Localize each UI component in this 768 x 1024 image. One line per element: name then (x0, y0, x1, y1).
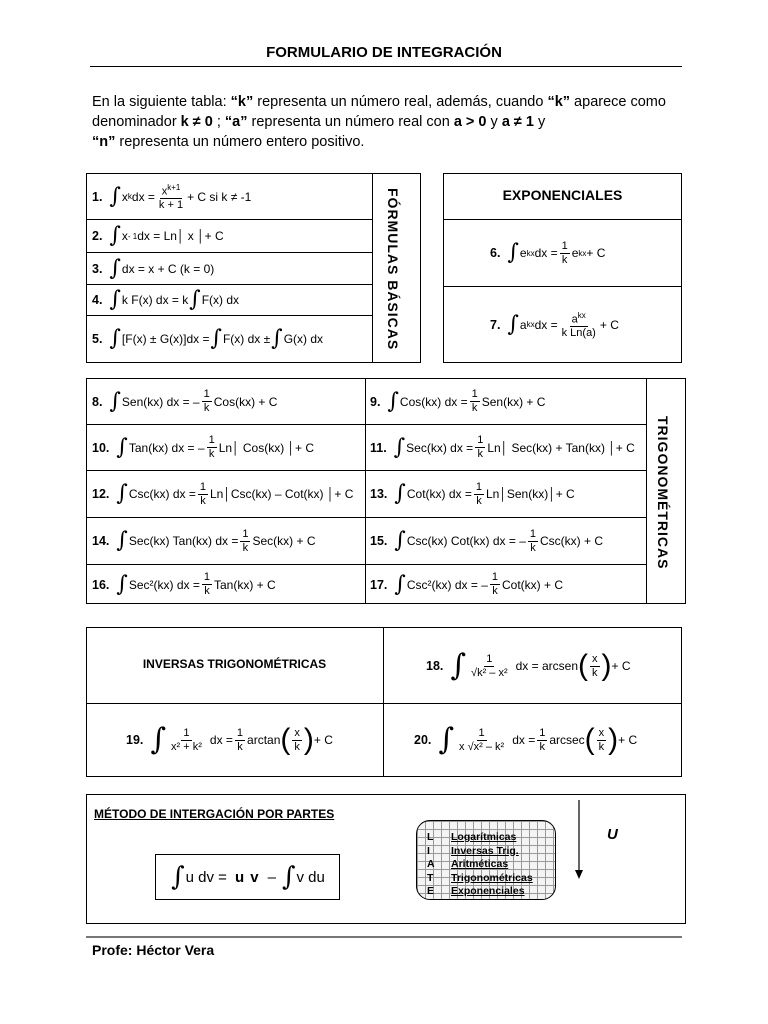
integral-sign: ∫ (394, 528, 406, 553)
denominator: k (561, 253, 568, 266)
integral-sign: ∫ (394, 481, 406, 506)
inversas-label: INVERSAS TRIGONOMÉTRICAS (142, 657, 327, 671)
fraction (157, 181, 185, 213)
formula-number: 2. (92, 229, 103, 243)
denominator: k (204, 585, 210, 597)
formula-part: Csc²(kx) dx = – (406, 577, 488, 592)
fraction (207, 434, 217, 461)
intro-text: representa un número real, además, cuando (253, 94, 548, 110)
fraction (169, 727, 204, 754)
integral-sign: ∫ (150, 722, 167, 757)
fraction (292, 727, 302, 754)
formula-number: 8. (92, 394, 103, 409)
numerator: 1 (491, 571, 498, 583)
formula-part: dx = (512, 733, 536, 747)
formula-part: G(x) dx (283, 332, 324, 346)
fraction (198, 481, 208, 508)
formula-part: dx = (534, 317, 558, 332)
formula-20 (414, 706, 637, 774)
intro-text: representa un número real con (247, 114, 454, 130)
numerator: 1 (561, 239, 568, 252)
liate-word: Exponenciales (451, 885, 525, 897)
intro-k-condition: k ≠ 0 (180, 114, 213, 130)
paren-left: ( (280, 723, 291, 756)
integral-sign: ∫ (271, 326, 283, 351)
formula-part: + C (618, 733, 638, 747)
integral-sign: ∫ (109, 326, 121, 351)
liate-letter: A (427, 858, 435, 870)
formula-part: e (519, 246, 527, 260)
numerator: x (294, 726, 300, 739)
formula-number: 4. (92, 293, 103, 307)
formula-2 (92, 220, 224, 252)
formula-part: F(x) dx (201, 293, 240, 307)
formula-6 (490, 220, 605, 286)
formula-part: Tan(kx) dx = – (128, 440, 205, 455)
formula-part: Cos(kx) + C (213, 394, 278, 409)
integral-sign: ∫ (189, 287, 201, 312)
denominator: k (294, 740, 300, 753)
formula-number: 5. (92, 332, 103, 346)
liate-item (427, 858, 555, 872)
formula-part: Cot(kx) dx = (406, 487, 472, 501)
formula-14 (92, 518, 315, 564)
numerator: 1 (203, 388, 210, 400)
denominator: k (539, 740, 546, 753)
integral-sign: ∫ (210, 326, 222, 351)
fraction (474, 481, 484, 508)
denominator: k (492, 585, 498, 597)
title-rule (90, 66, 682, 67)
formula-part: Ln│Sen(kx)│+ C (486, 487, 575, 501)
liate-box (416, 820, 556, 900)
liate-word: Aritméticas (451, 858, 509, 870)
denominator: k (203, 402, 210, 414)
denominator: k (200, 494, 206, 507)
formula-4 (92, 285, 239, 315)
formula-number: 14. (92, 534, 110, 548)
formula-sup: k (127, 192, 132, 201)
formula-part: – (267, 868, 276, 886)
integral-sign: ∫ (438, 722, 455, 757)
formula-17 (370, 565, 563, 604)
integral-sign: ∫ (109, 223, 121, 248)
numerator: 1 (486, 652, 493, 665)
formula-part: Ln│Csc(kx) – Cot(kx) │+ C (210, 487, 354, 501)
partes-label: MÉTODO DE INTERGACIÓN POR PARTES (94, 807, 335, 821)
formula-part: + C si k ≠ -1 (187, 189, 252, 204)
formula-part: Sec(kx) + C (252, 534, 316, 548)
formula-part: x (121, 189, 128, 204)
denominator: k (471, 402, 478, 414)
formula-8 (92, 379, 277, 424)
intro-text: ; (212, 114, 225, 130)
intro-text: y (486, 114, 502, 130)
intro-text: En la siguiente tabla: (92, 94, 231, 110)
formula-number: 9. (370, 394, 381, 409)
integral-sign: ∫ (116, 434, 128, 460)
denominator: k (592, 666, 598, 679)
formula-part: Csc(kx) + C (540, 534, 603, 548)
liate-item (427, 872, 555, 886)
fraction (560, 240, 570, 267)
liate-item (427, 831, 555, 845)
formula-part: Sec(kx) Tan(kx) dx = (128, 534, 239, 548)
fraction (490, 571, 500, 598)
integral-sign: ∫ (109, 287, 121, 312)
intro-n: “n” (92, 134, 116, 150)
numerator: x (161, 185, 168, 198)
numerator: 1 (236, 726, 244, 739)
formula-sup: kx (526, 320, 535, 329)
formula-part: Sec²(kx) dx = (128, 577, 200, 592)
formula-part: v du (296, 868, 325, 886)
denominator: √k² – x² (471, 666, 508, 679)
fraction (475, 434, 485, 461)
intro-text: y (533, 114, 546, 130)
formula-part: k F(x) dx = k (121, 293, 189, 307)
integral-sign: ∫ (116, 571, 128, 597)
liate-word: Logarítmicas (451, 831, 517, 843)
integral-sign: ∫ (507, 240, 519, 265)
integral-sign: ∫ (507, 311, 519, 337)
footer-rule (86, 936, 682, 938)
formula-number: 20. (414, 733, 432, 747)
intro-text: aparece como denominador (92, 94, 666, 130)
paren-right: ) (303, 723, 314, 756)
formula-part: Csc(kx) dx = (128, 487, 196, 501)
formula-part: dx = Ln│ x │+ C (137, 229, 224, 243)
denominator: k (530, 541, 536, 554)
intro-k: “k” (230, 94, 254, 110)
fraction (240, 528, 250, 555)
denominator: k (208, 448, 215, 460)
formula-part: Sen(kx) + C (481, 394, 546, 409)
formula-number: 3. (92, 261, 103, 276)
fraction (202, 388, 212, 415)
formula-9 (370, 379, 545, 424)
formula-number: 18. (426, 659, 444, 673)
formula-part: dx = (534, 246, 558, 260)
formula-part: x (121, 229, 128, 243)
formula-part: Cos(kx) dx = (399, 394, 468, 409)
formula-part: Cot(kx) + C (502, 577, 564, 592)
integral-sign: ∫ (171, 862, 185, 892)
denominator: k (237, 740, 243, 753)
formula-part: Sec(kx) dx = (406, 440, 474, 455)
formula-part: Tan(kx) + C (214, 577, 276, 592)
formula-part: a (519, 317, 527, 332)
formula-15 (370, 518, 603, 564)
fraction (537, 727, 547, 754)
numerator: 1 (242, 527, 249, 540)
denominator: k (242, 541, 249, 554)
numerator-sup: kx (577, 310, 586, 320)
formula-13 (370, 471, 575, 517)
fraction (590, 653, 600, 680)
formula-part: Sen(kx) dx = – (121, 394, 200, 409)
denominator: k (476, 494, 482, 507)
formula-part: dx = arcsen (515, 659, 578, 673)
fraction (528, 528, 538, 555)
fraction (597, 727, 607, 754)
liate-letter: L (427, 831, 434, 843)
liate-item (427, 885, 555, 899)
formula-sup: kx (578, 248, 587, 258)
u-label: U (607, 826, 618, 843)
intro-text: representa un número entero positivo. (115, 134, 365, 150)
denominator: k + 1 (158, 199, 184, 212)
numerator: 1 (477, 434, 484, 446)
fraction (457, 727, 506, 754)
partes-formula-box (155, 854, 340, 900)
formula-part: dx = (209, 733, 233, 747)
formula-number: 6. (490, 246, 501, 260)
formula-part: u dv = (185, 868, 227, 886)
basicas-label: FÓRMULAS BÁSICAS (385, 187, 401, 351)
numerator: x (598, 726, 605, 739)
formula-part: + C (586, 246, 606, 260)
numerator: 1 (539, 726, 546, 739)
paren-right: ) (601, 649, 612, 682)
numerator: x (592, 652, 598, 665)
trig-label: TRIGONOMÉTRICAS (655, 415, 671, 570)
formula-part: arcsec (549, 733, 585, 747)
numerator: 1 (475, 480, 482, 493)
formula-sup: kx (526, 248, 535, 258)
numerator-sup: k+1 (167, 182, 181, 192)
numerator: 1 (478, 726, 485, 739)
formula-part: Ln│ Cos(kx) │+ C (218, 440, 315, 455)
formula-part: + C (313, 733, 333, 747)
formula-1 (92, 174, 251, 219)
liate-word: Trigonométricas (451, 871, 533, 884)
formula-part: [F(x) ± G(x)]dx = (121, 332, 210, 346)
formula-18 (426, 632, 631, 700)
numerator: 1 (199, 480, 206, 493)
intro-paragraph (92, 92, 682, 152)
formula-5 (92, 316, 323, 362)
denominator: k (477, 448, 483, 460)
numerator: 1 (183, 726, 190, 739)
formula-number: 15. (370, 534, 388, 548)
formula-part: F(x) dx ± (222, 332, 271, 346)
liate-item (427, 845, 555, 859)
formula-part: e (571, 246, 579, 260)
down-arrow-icon (571, 800, 587, 880)
integral-sign: ∫ (109, 388, 121, 414)
formula-part: dx = (131, 189, 155, 204)
integral-sign: ∫ (116, 481, 128, 506)
exponenciales-label: EXPONENCIALES (502, 187, 623, 203)
liate-letter: E (427, 885, 435, 897)
formula-number: 19. (126, 733, 144, 747)
fraction (235, 727, 245, 754)
numerator: a (571, 313, 578, 326)
fraction (560, 309, 598, 341)
denominator: k Ln(a) (561, 327, 596, 340)
numerator: 1 (208, 434, 215, 446)
denominator: k (598, 740, 605, 753)
numerator: 1 (529, 527, 536, 540)
formula-12 (92, 471, 353, 517)
numerator: 1 (471, 388, 478, 400)
formula-number: 16. (92, 577, 110, 592)
integral-sign: ∫ (109, 255, 121, 281)
liate-letter: I (427, 844, 430, 857)
integral-sign: ∫ (394, 571, 406, 597)
formula-19 (126, 706, 333, 774)
intro-a-condition: a > 0 (453, 114, 487, 130)
formula-part: + C (611, 659, 631, 673)
integral-sign: ∫ (109, 183, 121, 209)
intro-a-condition-2: a ≠ 1 (501, 114, 534, 130)
fraction (202, 571, 212, 598)
integral-sign: ∫ (450, 648, 467, 683)
paren-right: ) (608, 723, 619, 756)
formula-number: 17. (370, 577, 388, 592)
formula-7 (490, 287, 619, 362)
denominator: x √x² – k² (459, 740, 505, 753)
intro-k2: “k” (547, 94, 571, 110)
formula-number: 12. (92, 487, 110, 501)
footer-author: Profe: Héctor Vera (92, 942, 215, 958)
denominator: x² + k² (171, 740, 202, 753)
numerator: 1 (203, 571, 210, 583)
formula-number: 10. (92, 440, 110, 455)
integral-sign: ∫ (393, 434, 406, 460)
integral-sign: ∫ (116, 528, 128, 553)
integral-sign: ∫ (387, 388, 399, 414)
formula-part: Csc(kx) Cot(kx) dx = – (406, 534, 526, 548)
formula-part: + C (599, 317, 619, 332)
formula-10 (92, 425, 314, 470)
formula-part: Ln│ Sec(kx) + Tan(kx) │+ C (487, 440, 635, 455)
integral-sign: ∫ (281, 862, 296, 892)
formula-number: 7. (490, 317, 501, 332)
formula-sup: - 1 (127, 231, 138, 241)
formula-number: 11. (370, 440, 387, 455)
formula-3 (92, 253, 214, 284)
formula-11 (370, 425, 635, 470)
formula-16 (92, 565, 276, 604)
fraction (469, 653, 510, 680)
liate-word: Inversas Trig. (451, 844, 519, 857)
paren-left: ( (584, 723, 595, 756)
formula-part: dx = x + C (k = 0) (121, 261, 215, 276)
page-title: FORMULARIO DE INTEGRACIÓN (266, 44, 502, 61)
formula-part: arctan (247, 733, 281, 747)
intro-a: “a” (224, 114, 248, 130)
formula-number: 13. (370, 487, 388, 501)
formula-number: 1. (92, 189, 103, 204)
fraction (470, 388, 480, 415)
formula-uv: u v (234, 868, 260, 886)
liate-letter: T (427, 871, 434, 884)
paren-left: ( (578, 649, 588, 682)
